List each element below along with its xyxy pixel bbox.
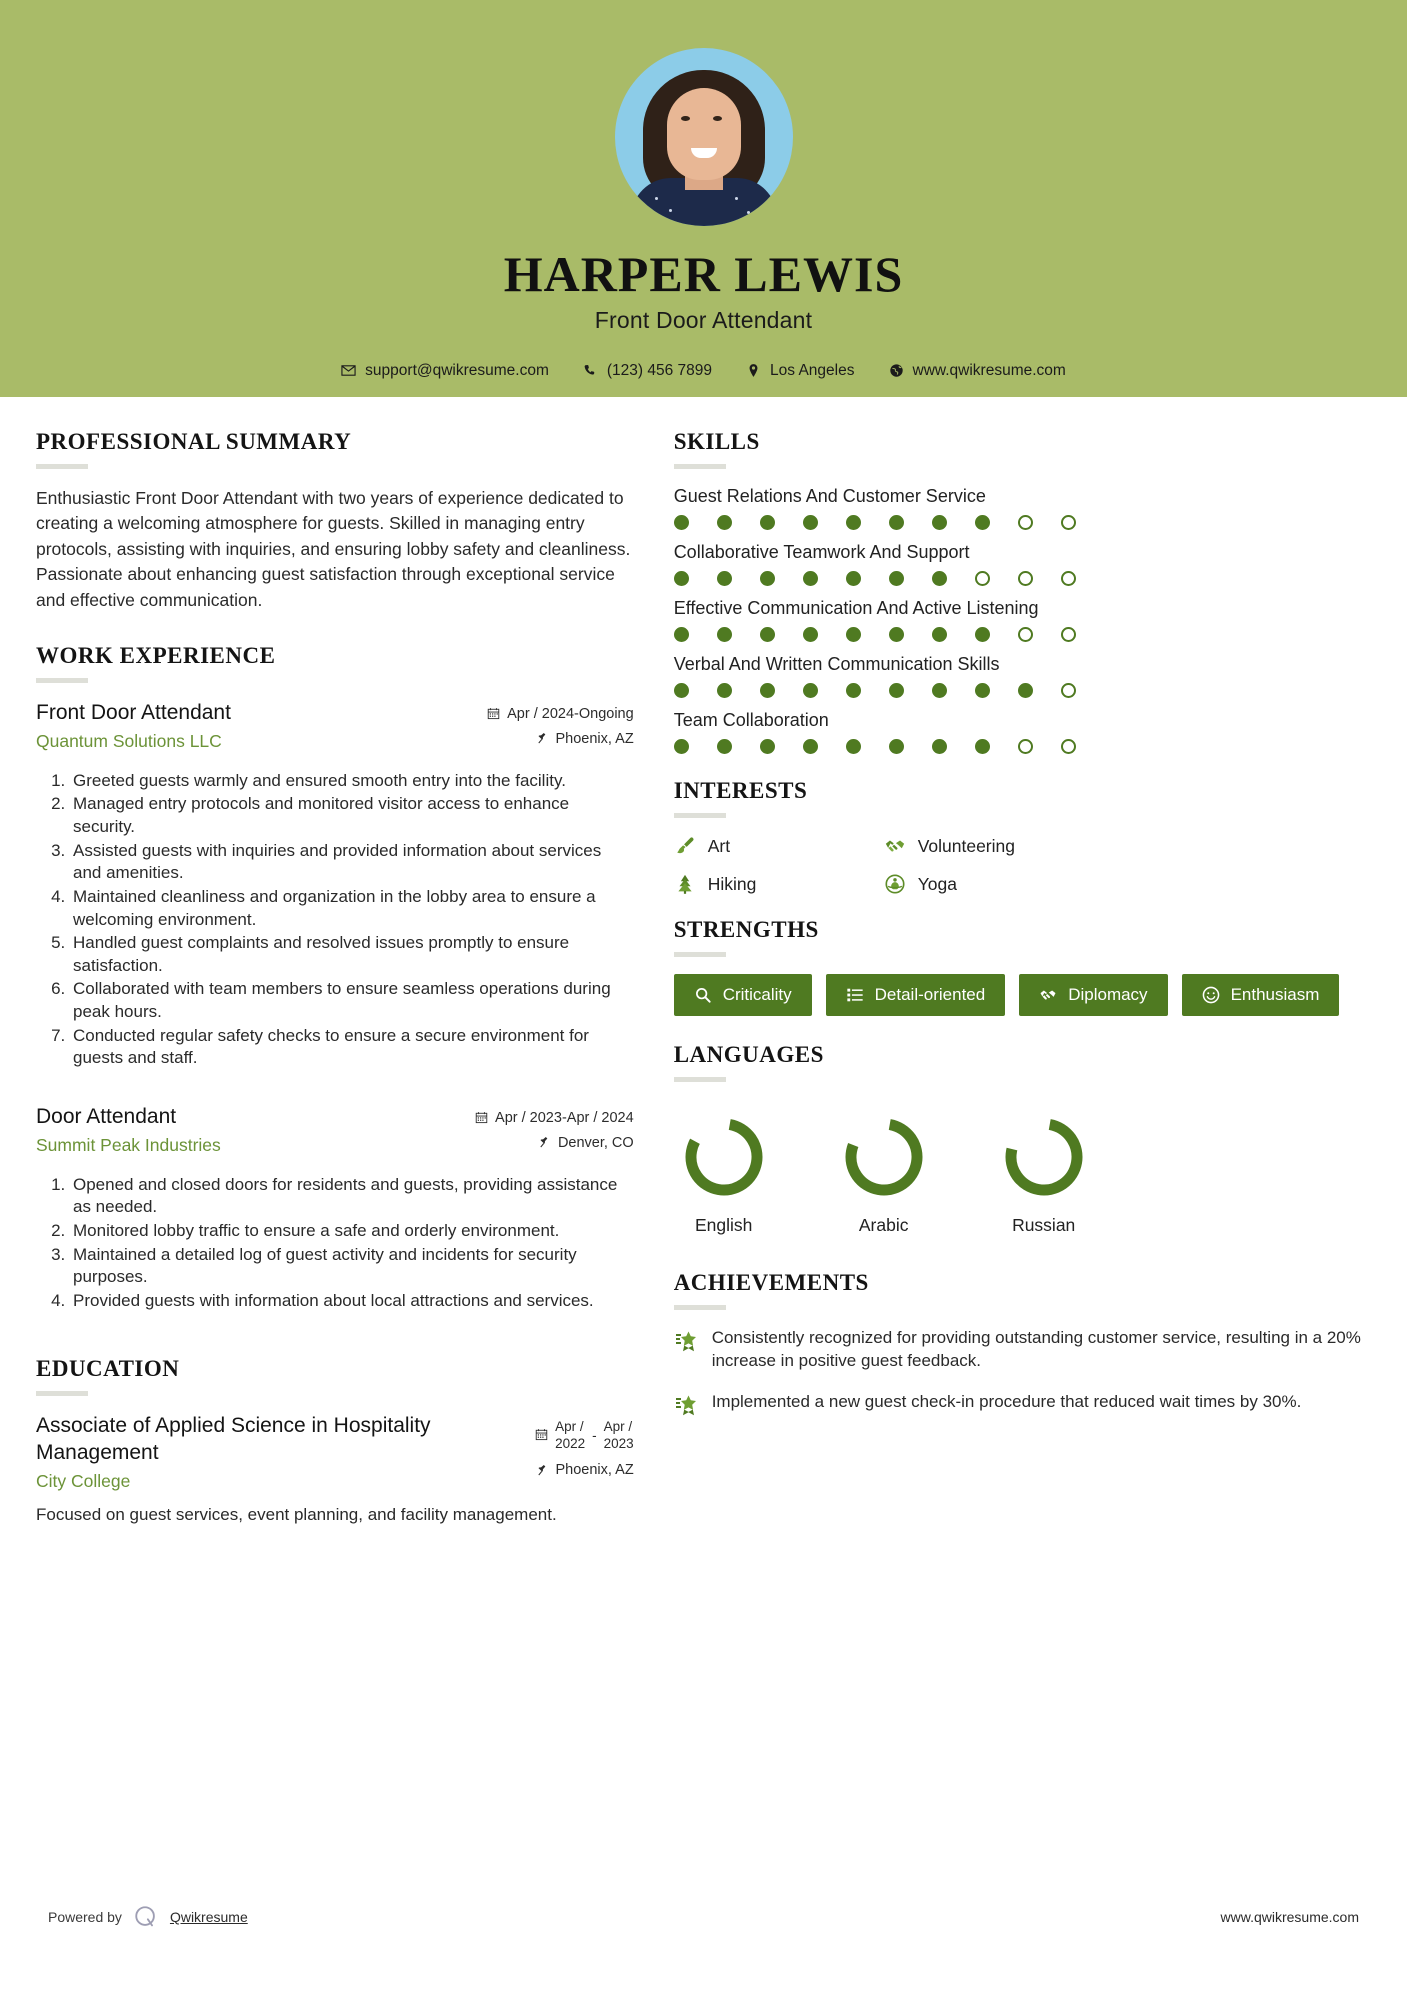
skill-dot-empty [1018,739,1033,754]
strength-label: Detail-oriented [874,985,986,1004]
footer-url[interactable]: www.qwikresume.com [1220,1909,1359,1925]
skill-dot-filled [717,515,732,530]
skill-dot-filled [803,683,818,698]
skill-dot-filled [674,683,689,698]
skill-dot-filled [932,627,947,642]
work-company: Summit Peak Industries [36,1135,221,1156]
pushpin-icon [538,1136,551,1149]
skill-dot-filled [674,571,689,586]
skill-rating [674,683,1371,698]
skill-dot-filled [975,739,990,754]
location-pin-icon [746,363,761,378]
skill-dot-filled [846,571,861,586]
language-item [834,1113,934,1236]
skill-dot-filled [975,683,990,698]
skill-dot-filled [975,515,990,530]
work-bullet: 6. Collaborated with team members to ensure seamless operations during peak hours. [70,978,634,1023]
section-interests [674,778,1371,895]
education-end-year: 2023 [603,1436,634,1452]
language-label: English [694,1215,753,1235]
interest-item [674,835,884,857]
work-bullet: 4. Maintained cleanliness and organization in the lobby area to ensure a welcoming environment. [70,886,634,931]
section-rule [36,1391,88,1396]
language-item [674,1113,774,1236]
paintbrush-icon [674,835,696,857]
education-degree: Associate of Applied Science in Hospitality Management [36,1414,431,1464]
work-bullet: 7. Conducted regular safety checks to ensure a secure environment for guests and staff. [70,1025,634,1070]
section-education [36,1356,634,1526]
qwikresume-logo-icon [133,1904,159,1930]
skill-dot-empty [1061,627,1076,642]
smiley-icon [1202,986,1220,1004]
skill-dot-filled [674,739,689,754]
languages-list [674,1099,1371,1236]
calendar-icon [475,1111,488,1124]
interest-label: Art [707,835,731,856]
education-start-year: 2022 [555,1436,586,1452]
list-icon [846,986,864,1004]
skill-dot-filled [760,683,775,698]
qwikresume-link[interactable]: Qwikresume [169,1909,248,1925]
skill-dot-empty [1061,739,1076,754]
work-role: Door Attendant [36,1104,177,1128]
section-rule [674,952,726,957]
skill-dot-filled [760,627,775,642]
skill-dot-filled [803,515,818,530]
language-progress-ring [1000,1113,1088,1201]
skill-item [674,542,1371,586]
skill-dot-filled [803,739,818,754]
section-title-skills: SKILLS [673,429,760,454]
strength-label: Criticality [722,985,792,1004]
candidate-name: HARPER LEWIS [503,246,904,302]
candidate-job-title: Front Door Attendant [594,306,813,333]
section-languages [674,1042,1371,1236]
skill-dot-filled [932,739,947,754]
work-bullet: 5. Handled guest complaints and resolved issues promptly to ensure satisfaction. [70,932,634,977]
strength-chip-detail-oriented[interactable] [826,974,1006,1016]
section-title-strengths: STRENGTHS [673,917,819,942]
interest-item [884,835,1371,857]
skill-dot-empty [1018,627,1033,642]
skill-dot-filled [846,683,861,698]
skill-dot-empty [1061,571,1076,586]
envelope-icon [341,363,356,378]
phone-icon [583,363,598,378]
section-title-work: WORK EXPERIENCE [36,642,276,668]
skill-label: Collaborative Teamwork And Support [673,542,970,562]
achievement-item [674,1327,1371,1373]
skill-dot-filled [889,571,904,586]
skill-dot-filled [760,571,775,586]
skill-dot-filled [1018,683,1033,698]
work-bullet-list [36,770,634,1070]
education-school: City College [36,1470,131,1491]
skill-dot-filled [889,627,904,642]
language-label: Arabic [858,1215,909,1235]
skill-dot-filled [932,571,947,586]
strengths-list [674,974,1371,1016]
work-entry [36,1104,634,1313]
work-bullet: 3. Assisted guests with inquiries and provided information about services and amenities. [70,840,634,885]
award-star-icon [674,1329,698,1353]
resume-header [0,0,1407,397]
strength-chip-diplomacy[interactable] [1019,974,1167,1016]
skills-list [674,486,1371,754]
skill-item [674,654,1371,698]
skill-label: Effective Communication And Active Listening [673,598,1039,618]
strength-chip-criticality[interactable] [674,974,812,1016]
interest-label: Volunteering [917,835,1015,856]
section-rule [674,1305,726,1310]
education-start-month: Apr / [555,1419,584,1435]
achievement-text: Implemented a new guest check-in procedure that reduced wait times by 30%. [711,1391,1302,1411]
work-dates: Apr / 2023-Apr / 2024 [495,1109,634,1126]
language-progress-ring [680,1113,768,1201]
magnifier-icon [694,986,712,1004]
skill-dot-filled [674,515,689,530]
globe-icon [889,363,904,378]
language-progress-ring [840,1113,928,1201]
skill-dot-empty [1061,683,1076,698]
section-skills [674,429,1371,754]
section-work-experience [36,643,634,1313]
education-description: Focused on guest services, event planning, and facility management. [36,1504,557,1524]
section-rule [674,813,726,818]
contact-email[interactable] [324,362,566,380]
powered-by-label: Powered by [48,1909,122,1925]
skill-dot-empty [1018,571,1033,586]
skill-dot-filled [846,739,861,754]
work-bullet-list [36,1174,634,1313]
interests-grid [674,835,1371,895]
skill-dot-filled [717,683,732,698]
skill-item [674,710,1371,754]
left-column [36,397,634,1533]
section-rule [36,464,88,469]
skill-dot-filled [803,627,818,642]
contact-location-text: Los Angeles [770,361,855,379]
language-item [994,1113,1094,1236]
right-column [674,397,1371,1435]
section-strengths [674,917,1371,1016]
skill-dot-filled [932,515,947,530]
handshake-icon [884,835,906,857]
work-bullet: 2. Monitored lobby traffic to ensure a safe and orderly environment. [70,1220,634,1243]
contact-email-text: support@qwikresume.com [365,361,549,379]
skill-dot-empty [1061,515,1076,530]
skill-item [674,598,1371,642]
section-title-summary: PROFESSIONAL SUMMARY [36,429,352,454]
education-entry: Associate of Applied Science in Hospitality Management City College Apr / 2022 - Apr / 2023 Phoenix, AZ Focused on guest services, event planning, and facility management. [36,1413,634,1526]
section-rule [674,1077,726,1082]
achievement-text: Consistently recognized for providing outstanding customer service, resulting in a 20% increase in positive guest feedback. [711,1328,1361,1370]
work-company: Quantum Solutions LLC [36,731,222,752]
summary-text: Enthusiastic Front Door Attendant with two years of experience dedicated to creating a welcoming atmosphere for guests. Skilled in managing entry protocols, assisting with inquiries, and ensuring lobby safety and cleanliness. Passionate about enhancing guest satisfaction through exceptional service and effective communication. [36,488,631,610]
skill-label: Guest Relations And Customer Service [673,486,986,506]
skill-rating [674,739,1371,754]
calendar-icon [535,1428,548,1445]
section-rule [674,464,726,469]
work-location: Phoenix, AZ [555,730,634,747]
section-title-languages: LANGUAGES [673,1042,824,1067]
skill-dot-empty [1018,515,1033,530]
work-bullet: 2. Managed entry protocols and monitored visitor access to enhance security. [70,793,634,838]
contact-phone[interactable] [566,362,729,380]
interest-label: Hiking [707,873,757,894]
work-location: Denver, CO [557,1134,634,1151]
contact-website-text: www.qwikresume.com [912,361,1066,379]
section-title-interests: INTERESTS [673,778,808,803]
resume-body [0,397,1407,1533]
skill-dot-filled [760,515,775,530]
skill-dot-filled [889,739,904,754]
work-entry [36,700,634,1070]
calendar-icon [487,707,500,720]
skill-dot-filled [760,739,775,754]
handshake-icon [1039,986,1057,1004]
language-label: Russian [1012,1215,1076,1235]
work-bullet: 4. Provided guests with information about local attractions and services. [70,1290,634,1313]
skill-dot-filled [717,739,732,754]
work-bullet: 1. Greeted guests warmly and ensured smooth entry into the facility. [70,770,634,793]
skill-dot-filled [889,683,904,698]
powered-by-block [48,1904,248,1930]
section-title-achievements: ACHIEVEMENTS [673,1270,869,1295]
work-dates: Apr / 2024-Ongoing [507,705,634,722]
skill-rating [674,627,1371,642]
pushpin-icon [536,1464,549,1477]
work-role: Front Door Attendant [36,700,231,724]
section-title-education: EDUCATION [36,1356,180,1382]
award-star-icon [674,1393,698,1417]
work-bullet: 1. Opened and closed doors for residents and guests, providing assistance as needed. [70,1174,634,1219]
skill-item [674,486,1371,530]
skill-dot-filled [932,683,947,698]
skill-dot-filled [846,627,861,642]
evergreen-tree-icon [674,873,696,895]
contact-location[interactable] [729,362,871,380]
skill-label: Team Collaboration [673,710,829,730]
section-professional-summary [36,429,634,613]
interest-item [884,873,1371,895]
contact-phone-text: (123) 456 7899 [606,361,713,379]
strength-chip-enthusiasm[interactable] [1182,974,1340,1016]
skill-label: Verbal And Written Communication Skills [673,654,1000,674]
work-bullet: 3. Maintained a detailed log of guest activity and incidents for security purposes. [70,1244,634,1289]
skill-rating [674,515,1371,530]
achievement-item [674,1391,1371,1417]
contact-row [324,362,1083,380]
skill-dot-empty [975,571,990,586]
skill-dot-filled [717,571,732,586]
skill-dot-filled [674,627,689,642]
education-end-month: Apr / [603,1419,633,1435]
strength-label: Enthusiasm [1230,985,1320,1004]
interest-label: Yoga [917,873,957,894]
interest-item [674,873,884,895]
skill-dot-filled [846,515,861,530]
strength-label: Diplomacy [1068,985,1148,1004]
section-rule [36,678,88,683]
skill-rating [674,571,1371,586]
yoga-icon [884,873,906,895]
skill-dot-filled [803,571,818,586]
skill-dot-filled [717,627,732,642]
contact-website[interactable] [872,362,1083,380]
pushpin-icon [536,732,549,745]
section-achievements [674,1270,1371,1417]
education-location: Phoenix, AZ [555,1462,634,1479]
resume-footer [0,1880,1407,1990]
skill-dot-filled [889,515,904,530]
avatar-photo [615,48,793,226]
skill-dot-filled [975,627,990,642]
avatar [615,48,793,226]
